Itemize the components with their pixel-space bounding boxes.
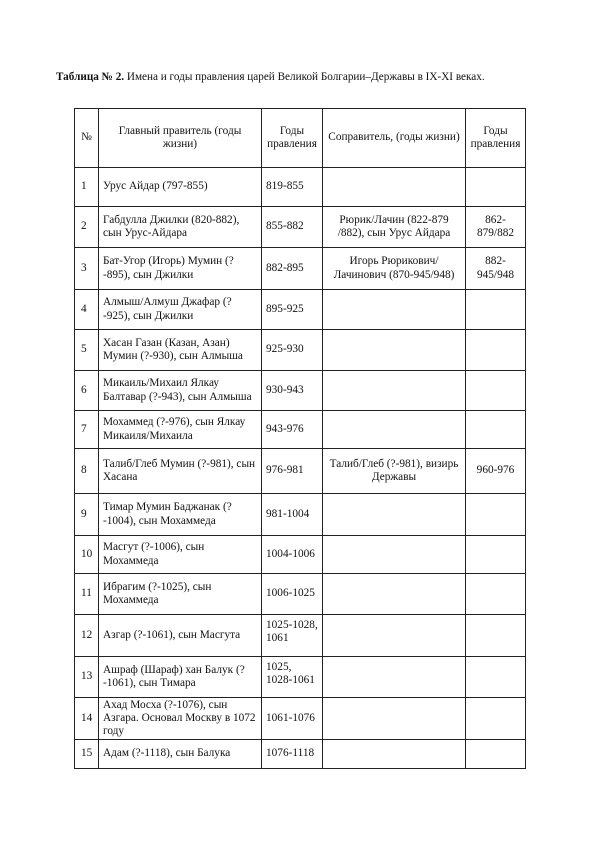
cell-num: 12 xyxy=(75,615,99,657)
caption-text: Имена и годы правления царей Великой Болгарии–Державы в IX-XI веках. xyxy=(124,71,485,83)
cell-coruler xyxy=(323,574,466,615)
table-row xyxy=(75,248,526,290)
cell-num: 6 xyxy=(75,371,99,411)
cell-coruler-years xyxy=(466,698,526,740)
cell-ruler: Алмыш/Алмуш Джафар (?-925), сын Джилки xyxy=(99,290,262,330)
cell-ruler: Ахад Мосха (?-1076), сын Азгара. Основал Москву в 1072 году xyxy=(99,698,262,740)
cell-ruler: Урус Айдар (797-855) xyxy=(99,168,262,207)
cell-coruler xyxy=(323,371,466,411)
table-row xyxy=(75,494,526,536)
table-row xyxy=(75,371,526,411)
cell-ruler-years: 1025-1028, 1061 xyxy=(262,615,323,657)
table-body xyxy=(75,168,526,769)
cell-ruler-years: 1076-1118 xyxy=(262,740,323,769)
cell-num: 9 xyxy=(75,494,99,536)
cell-coruler xyxy=(323,698,466,740)
cell-num: 2 xyxy=(75,207,99,248)
cell-num: 15 xyxy=(75,740,99,769)
cell-ruler: Ибрагим (?-1025), сын Мохаммеда xyxy=(99,574,262,615)
cell-coruler: Рюрик/Лачин (822-879 /882), сын Урус Айдара xyxy=(323,207,466,248)
cell-num: 10 xyxy=(75,536,99,574)
cell-num: 4 xyxy=(75,290,99,330)
cell-coruler xyxy=(323,657,466,698)
cell-num: 14 xyxy=(75,698,99,740)
cell-ruler-years: 855-882 xyxy=(262,207,323,248)
cell-num: 8 xyxy=(75,449,99,494)
table-row xyxy=(75,698,526,740)
cell-coruler-years xyxy=(466,574,526,615)
table-row xyxy=(75,740,526,769)
cell-coruler-years xyxy=(466,615,526,657)
cell-ruler-years: 943-976 xyxy=(262,411,323,449)
table-row xyxy=(75,615,526,657)
cell-ruler-years: 1025, 1028-1061 xyxy=(262,657,323,698)
cell-ruler: Ашраф (Шараф) хан Балук (?-1061), сын Тимара xyxy=(99,657,262,698)
cell-ruler: Микаиль/Михаил Ялкау Балтавар (?-943), сын Алмыша xyxy=(99,371,262,411)
table-row xyxy=(75,536,526,574)
cell-num: 11 xyxy=(75,574,99,615)
cell-ruler-years: 925-930 xyxy=(262,330,323,371)
cell-coruler xyxy=(323,536,466,574)
cell-ruler: Мохаммед (?-976), сын Ялкау Микаиля/Михаила xyxy=(99,411,262,449)
table-row xyxy=(75,657,526,698)
cell-ruler: Азгар (?-1061), сын Масгута xyxy=(99,615,262,657)
cell-coruler-years xyxy=(466,411,526,449)
cell-coruler xyxy=(323,168,466,207)
header-ruler: Главный правитель (годы жизни) xyxy=(99,109,262,168)
cell-ruler: Бат-Угор (Игорь) Мумин (?-895), сын Джилки xyxy=(99,248,262,290)
table-row xyxy=(75,330,526,371)
header-coruler: Соправитель, (годы жизни) xyxy=(323,109,466,168)
cell-ruler: Талиб/Глеб Мумин (?-981), сын Хасана xyxy=(99,449,262,494)
cell-coruler-years xyxy=(466,371,526,411)
cell-coruler xyxy=(323,411,466,449)
table-row xyxy=(75,574,526,615)
cell-coruler-years: 882-945/948 xyxy=(466,248,526,290)
table-row xyxy=(75,411,526,449)
cell-ruler-years: 976-981 xyxy=(262,449,323,494)
cell-num: 7 xyxy=(75,411,99,449)
table-header-row xyxy=(75,109,526,168)
cell-coruler-years: 960-976 xyxy=(466,449,526,494)
cell-ruler: Масгут (?-1006), сын Мохаммеда xyxy=(99,536,262,574)
cell-ruler: Адам (?-1118), сын Балука xyxy=(99,740,262,769)
cell-coruler xyxy=(323,494,466,536)
cell-coruler: Игорь Рюрикович/ Лачинович (870-945/948) xyxy=(323,248,466,290)
cell-ruler-years: 819-855 xyxy=(262,168,323,207)
cell-ruler-years: 930-943 xyxy=(262,371,323,411)
cell-coruler-years xyxy=(466,330,526,371)
table-row xyxy=(75,168,526,207)
cell-ruler: Тимар Мумин Баджанак (?-1004), сын Мохаммеда xyxy=(99,494,262,536)
cell-coruler-years xyxy=(466,536,526,574)
cell-coruler xyxy=(323,740,466,769)
cell-ruler-years: 1004-1006 xyxy=(262,536,323,574)
header-num: № xyxy=(75,109,99,168)
cell-ruler-years: 882-895 xyxy=(262,248,323,290)
cell-ruler-years: 895-925 xyxy=(262,290,323,330)
cell-coruler-years xyxy=(466,740,526,769)
cell-ruler-years: 981-1004 xyxy=(262,494,323,536)
cell-num: 3 xyxy=(75,248,99,290)
cell-num: 13 xyxy=(75,657,99,698)
table-row xyxy=(75,207,526,248)
cell-coruler xyxy=(323,290,466,330)
cell-ruler-years: 1061-1076 xyxy=(262,698,323,740)
cell-coruler-years xyxy=(466,494,526,536)
cell-coruler-years xyxy=(466,657,526,698)
cell-ruler-years: 1006-1025 xyxy=(262,574,323,615)
cell-ruler: Габдулла Джилки (820-882), сын Урус-Айдара xyxy=(99,207,262,248)
header-ruler-years: Годы правления xyxy=(262,109,323,168)
header-coruler-years: Годы правления xyxy=(466,109,526,168)
table-row xyxy=(75,449,526,494)
table-row xyxy=(75,290,526,330)
cell-coruler-years: 862-879/882 xyxy=(466,207,526,248)
cell-coruler: Талиб/Глеб (?-981), визирь Державы xyxy=(323,449,466,494)
cell-num: 5 xyxy=(75,330,99,371)
table-caption xyxy=(56,70,576,84)
caption-lead: Таблица № 2. xyxy=(56,71,125,83)
cell-ruler: Хасан Газан (Казан, Азан) Мумин (?-930), сын Алмыша xyxy=(99,330,262,371)
cell-coruler-years xyxy=(466,168,526,207)
cell-coruler xyxy=(323,330,466,371)
cell-num: 1 xyxy=(75,168,99,207)
cell-coruler xyxy=(323,615,466,657)
rulers-table xyxy=(74,108,526,769)
cell-coruler-years xyxy=(466,290,526,330)
